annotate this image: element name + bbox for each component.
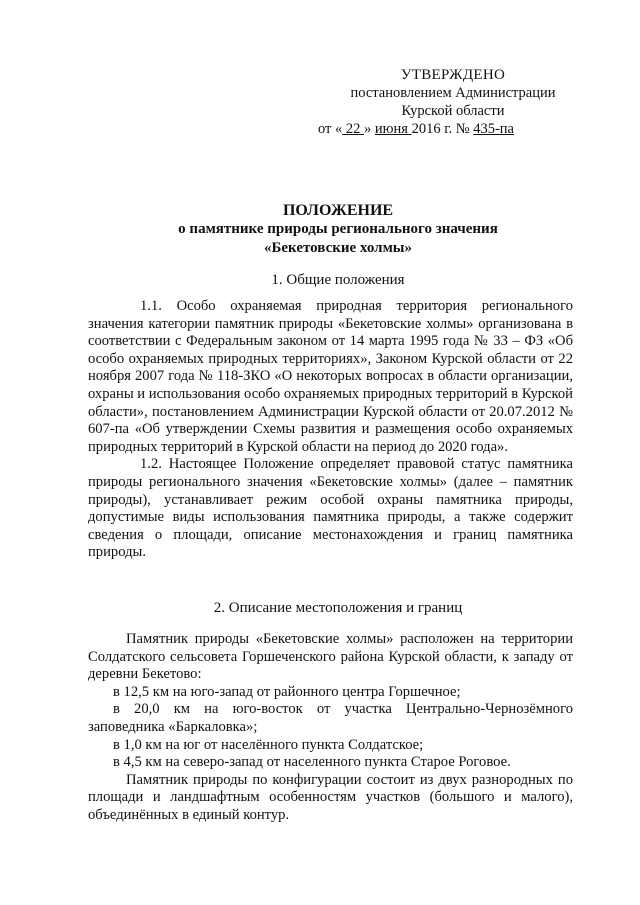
paragraph-2-2: Памятник природы по конфигурации состоит из двух разнородных по площади и ландшафтным особенностям участков (большого и малого), объединённых в единый контур.: [88, 771, 573, 823]
approval-line-region: Курской области: [401, 103, 505, 119]
date-sep: »: [364, 121, 375, 137]
approval-date-line: [308, 120, 598, 138]
section2-body: [88, 631, 573, 825]
date-year: 2016 г. №: [411, 121, 474, 137]
title-sub1: о памятнике природы регионального значения: [178, 221, 498, 237]
paragraph-2-1: Памятник природы «Бекетовские холмы» расположен на территории Солдатского сельсовета Горшеченского района Курской области, к западу от деревни Бекетово:: [88, 631, 573, 683]
approval-stamp: [308, 66, 598, 138]
list-item: в 1,0 км на юг от населённого пункта Солдатское;: [113, 736, 424, 753]
section2-heading: 2. Описание местоположения и границ: [213, 600, 463, 616]
date-month: июня: [374, 121, 412, 137]
decree-number: 435-па: [473, 121, 514, 137]
title-sub2: «Бекетовские холмы»: [263, 240, 412, 256]
title-main: ПОЛОЖЕНИЕ: [282, 202, 394, 219]
date-prefix: от «: [318, 121, 343, 137]
paragraph-1-2: 1.2. Настоящее Положение определяет правовой статус памятника природы регионального значения «Бекетовские холмы» (далее – памятник природы), устанавливает режим особой охраны памятника природы, допустимые виды использования памятника природы, а также содержит сведения о площади, описание местонахождения и границ памятника природы.: [88, 456, 573, 561]
section1-heading: 1. Общие положения: [271, 272, 405, 288]
approval-line-decree: постановлением Администрации: [350, 85, 556, 101]
date-day: 22: [342, 121, 365, 137]
list-item: в 20,0 км на юго-восток от участка Центрально-Чернозёмного заповедника «Баркаловка»;: [88, 701, 573, 735]
location-list: [88, 684, 573, 772]
section1-body: [88, 298, 573, 562]
list-item: в 4,5 км на северо-запад от населенного пункта Старое Роговое.: [113, 754, 511, 771]
document-title: [88, 201, 588, 258]
list-item: в 12,5 км на юго-запад от районного центра Горшечное;: [113, 683, 461, 700]
approval-heading: УТВЕРЖДЕНО: [400, 67, 506, 83]
paragraph-1-1: 1.1. Особо охраняемая природная территория регионального значения категории памятник природы «Бекетовские холмы» организована в соответствии с Федеральным законом от 14 марта 1995 года № 33 – ФЗ «Об особо охраняемых природных территориях», Законом Курской области от 22 ноября 2007 года № 118-ЗКО «О некоторых вопросах в области организации, охраны и использования особо охраняемых природных территорий в Курской области», постановлением Администрации Курской области от 20.07.2012 № 607-па «Об утверждении Схемы развития и размещения особо охраняемых природных территорий в Курской области на период до 2020 года».: [88, 298, 573, 455]
